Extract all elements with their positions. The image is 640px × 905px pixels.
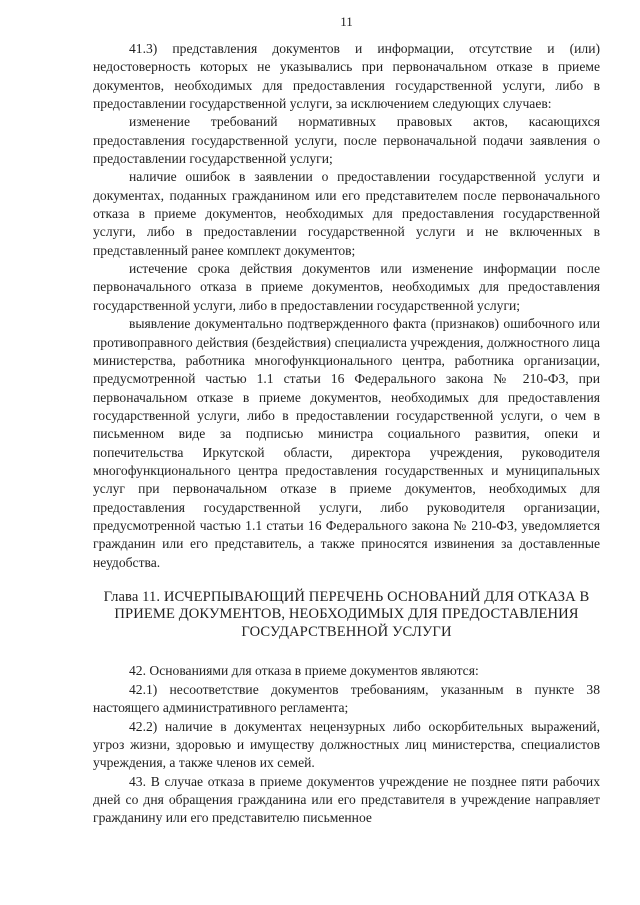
paragraph-42: 42. Основаниями для отказа в приеме документов являются: — [129, 663, 479, 679]
page-number: 11 — [340, 14, 353, 29]
paragraph-41-3: 41.3) представления документов и информации, отсутствие и (или) недостоверность которых не указывались при первоначальном отказе в приеме документов, необходимых для предоставления государственной услуги, либо в предоставлении государственной услуги, за исключением следующих случаев: — [93, 41, 600, 112]
paragraph-42-2: 42.2) наличие в документах нецензурных либо оскорбительных выражений, угроз жизни, здоровью и имуществу должностных лиц министерства, специалистов учреждения, а также членов их семей. — [93, 718, 600, 771]
body-text-bottom — [93, 662, 600, 827]
chapter-heading — [93, 589, 600, 642]
paragraph-exception-misconduct: выявление документально подтвержденного факта (признаков) ошибочного или противоправного действия (бездействия) специалиста учреждения, должностного лица министерства, работника многофункционального центра, работника организации, предусмотренной частью 1.1 статьи 16 Федерального закона № 210-ФЗ, при первоначальном отказе в приеме документов, необходимых для предоставления государственной услуги, либо в предоставлении государственной услуги, о чем в письменном виде за подписью министра социального развития, опеки и попечительства Иркутской области, директора учреждения, руководителя многофункционального центра предоставления государственных и муниципальных услуг при первоначальном отказе в приеме документов, необходимых для предоставления государственной услуги, либо руководителя организации, предусмотренной частью 1.1 статьи 16 Федерального закона № 210-ФЗ, уведомляется гражданин или его представитель, а также приносятся извинения за доставленные неудобства. — [93, 316, 600, 570]
paragraph-exception-expiry: истечение срока действия документов или изменение информации после первоначального отказа в приеме документов, необходимых для предоставления государственной услуги, либо в предоставлении государственной услуги; — [93, 261, 600, 313]
paragraph-43: 43. В случае отказа в приеме документов учреждение не позднее пяти рабочих дней со дня обращения гражданина или его представителя в учреждение направляет гражданину или его представителю письменное — [93, 773, 600, 826]
paragraph-42-1: 42.1) несоответствие документов требованиям, указанным в пункте 38 настоящего административного регламента; — [93, 681, 600, 716]
paragraph-exception-errors: наличие ошибок в заявлении о предоставлении государственной услуги и документах, поданных гражданином или его представителем после первоначального отказа в приеме документов, необходимых для предоставления государственной услуги, либо в предоставлении государственной услуги и не включенных в представленный ранее комплект документов; — [93, 169, 600, 258]
chapter-heading-line: Глава 11. ИСЧЕРПЫВАЮЩИЙ ПЕРЕЧЕНЬ ОСНОВАНИЙ ДЛЯ ОТКАЗА В — [103, 588, 590, 605]
chapter-heading-line: ПРИЕМЕ ДОКУМЕНТОВ, НЕОБХОДИМЫХ ДЛЯ ПРЕДОСТАВЛЕНИЯ — [114, 606, 579, 623]
chapter-heading-line: ГОСУДАРСТВЕННОЙ УСЛУГИ — [241, 623, 452, 640]
body-text-top — [93, 40, 600, 572]
paragraph-exception-regulation-change: изменение требований нормативных правовых актов, касающихся предоставления государственной услуги, после первоначальной подачи заявления о предоставлении государственной услуги; — [93, 114, 600, 167]
